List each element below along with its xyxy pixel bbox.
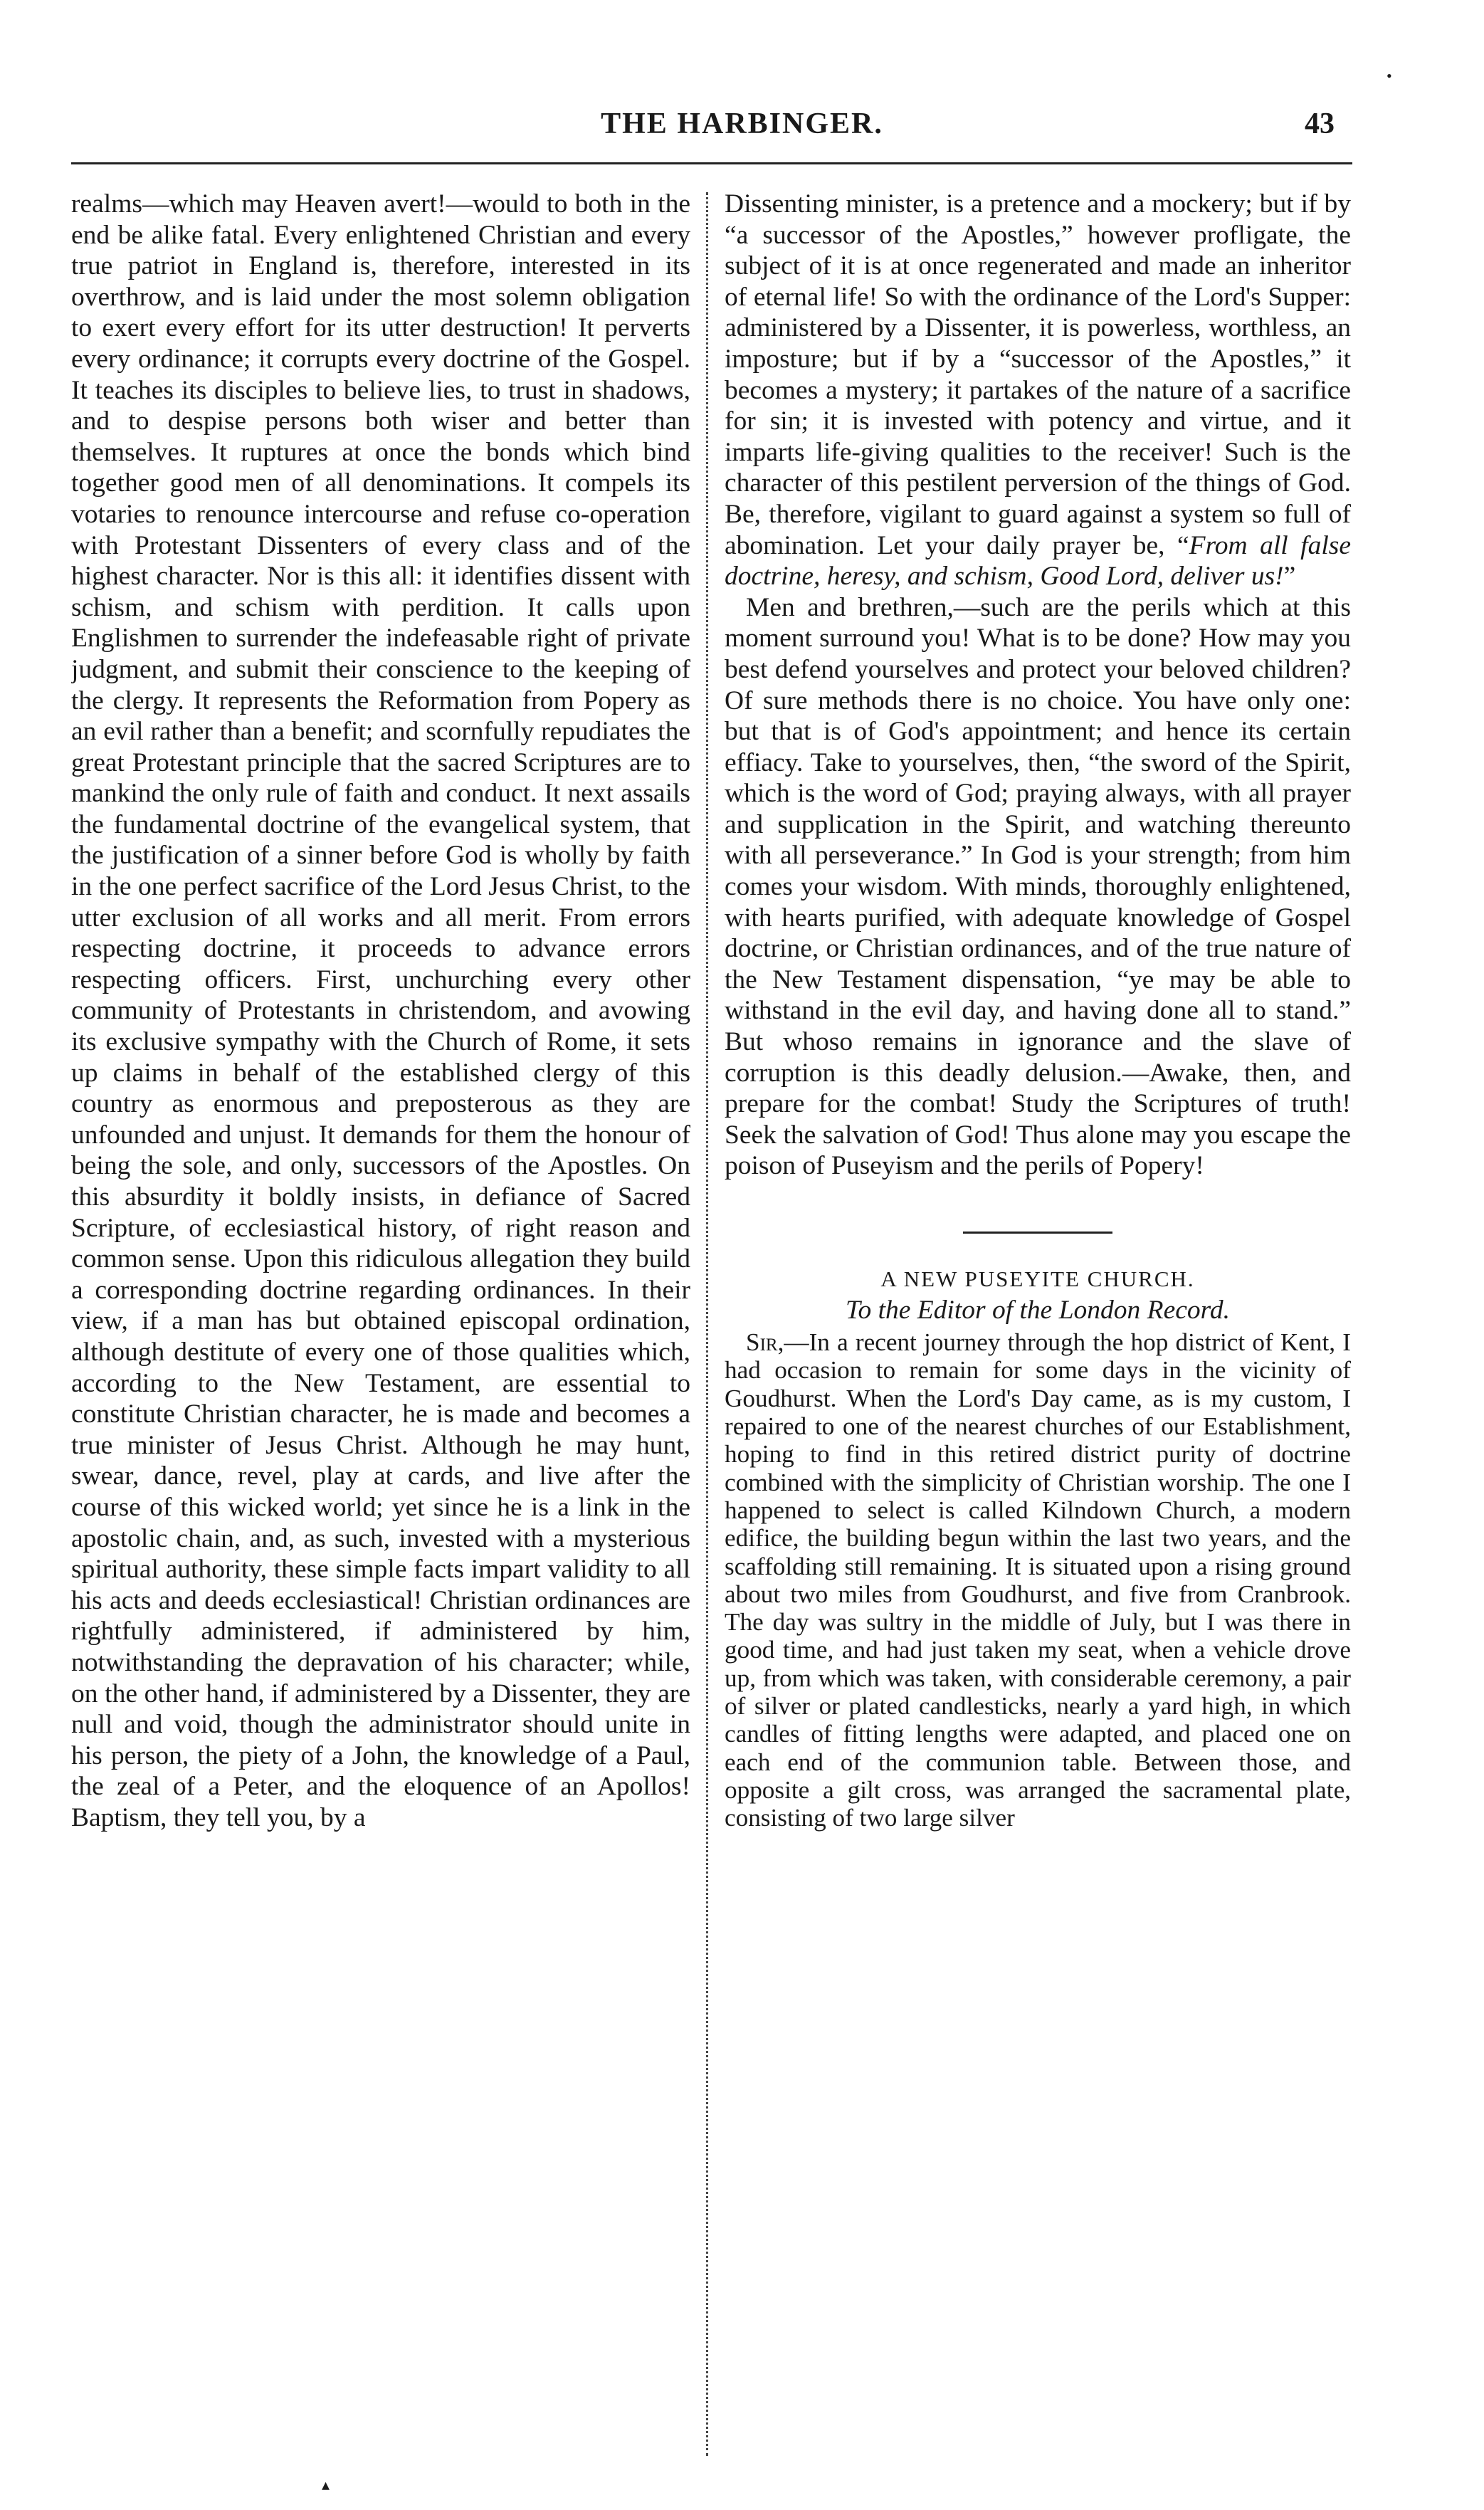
letter-body bbox=[725, 1328, 1351, 1832]
right-column bbox=[725, 189, 1351, 2474]
right-column-paragraph-1 bbox=[725, 189, 1351, 592]
prayer-close-quote: ” bbox=[1283, 562, 1296, 592]
stray-ink-mark: ▴ bbox=[322, 2476, 330, 2494]
page-number: 43 bbox=[1305, 107, 1335, 140]
left-column-paragraph: realms—which may Heaven avert!—would to both in the end be alike fatal. Every enlightened Christian and every true patriot in England is, therefore, interested in its overthrow, and is laid under the most solemn obligation to exert every effort for its utter destruction! It perverts every ordinance; it corrupts every doctrine of the Gospel. It teaches its disciples to believe lies, to trust in shadows, and to despise persons both wiser and better than themselves. It ruptures at once the bonds which bind together good men of all denominations. It compels its votaries to renounce intercourse and refuse co-operation with Protestant Dissenters of every class and of the highest character. Nor is this all: it identifies dissent with schism, and schism with perdition. It calls upon Englishmen to surrender the indefeasable right of private judgment, and submit their conscience to the keeping of the clergy. It represents the Reformation from Popery as an evil rather than a benefit; and scornfully repudiates the great Protestant principle that the sacred Scriptures are to mankind the only rule of faith and conduct. It next assails the fundamental doctrine of the evangelical system, that the justification of a sinner before God is wholly by faith in the one perfect sacrifice of the Lord Jesus Christ, to the utter exclusion of all works and all merit. From errors respecting doctrine, it proceeds to advance errors respecting officers. First, unchurching every other community of Protestants in christendom, and avowing its exclusive sympathy with the Church of Rome, it sets up claims in behalf of the established clergy of this country as enormous and preposterous as they are unfounded and unjust. It demands for them the honour of being the sole, and only, successors of the Apostles. On this absurdity it boldly insists, in defiance of Sacred Scripture, of ecclesiastical history, of right reason and common sense. Upon this ridiculous allegation they build a corresponding doctrine regarding ordinances. In their view, if a man has but obtained episcopal ordination, although destitute of every one of those qualities which, according to the New Testament, are essential to constitute Christian character, he is made and becomes a true minister of Jesus Christ. Although he may hunt, swear, dance, revel, play at cards, and live after the course of this wicked world; yet since he is a link in the apostolic chain, and, as such, invested with a mysterious spiritual authority, these simple facts impart validity to all his acts and deeds ecclesiastical! Christian ordinances are rightfully administered, if administered by him, notwithstanding the depravation of his character; while, on the other hand, if administered by a Dissenter, they are null and void, though the administrator should unite in his person, the piety of a John, the knowledge of a Paul, the zeal of a Peter, and the eloquence of an Apollos! Baptism, they tell you, by a bbox=[71, 189, 690, 1832]
letter-text: —In a recent journey through the hop district of Kent, I had occasion to remain for some days in the vicinity of Goudhurst. When the Lord's Day came, as is my custom, I repaired to one of the nearest churches of our Establishment, hoping to find in this retired district purity of doctrine combined with the simplicity of Christian worship. The one I happened to select is called Kilndown Church, a modern edifice, the building begun within the last two years, and the scaffolding still remaining. It is situated upon a rising ground about two miles from Goudhurst, and five from Cranbrook. The day was sultry in the middle of July, but I was there in good time, and had just taken my seat, when a vehicle drove up, from which was taken, with considerable ceremony, a pair of silver or plated candlesticks, nearly a yard high, in which candles of fitting lengths were adapted, and placed one on each end of the communion table. Between those, and opposite a gilt cross, was arranged the sacramental plate, consisting of two large silver bbox=[725, 1328, 1351, 1832]
running-title: THE HARBINGER. bbox=[601, 107, 883, 140]
stray-ink-mark: • bbox=[1386, 67, 1392, 85]
section-divider bbox=[963, 1232, 1112, 1234]
article-subtitle: To the Editor of the London Record. bbox=[846, 1295, 1230, 1325]
page-header bbox=[0, 107, 1484, 157]
header-rule bbox=[71, 162, 1352, 164]
paragraph-1-text: Dissenting minister, is a pretence and a mockery; but if by “a successor of the Apostles,” however profligate, the subject of it is at once regenerated and made an inheritor of eternal life! So with the ordinance of the Lord's Supper: administered by a Dissenter, it is powerless, worthless, an imposture; but if by a “successor of the Apostles,” it becomes a mystery; it partakes of the nature of a sacrifice for sin; it is invested with potency and virtue, and it imparts life-giving qualities to the receiver! Such is the character of this pestilent perversion of the things of God. Be, therefore, vigilant to guard against a system so full of abomination. Let your daily prayer be, “ bbox=[725, 189, 1351, 560]
letter-salutation: Sir, bbox=[746, 1328, 784, 1357]
prayer-quote: From all false doctrine, heresy, and schism, Good Lord, deliver us! bbox=[725, 530, 1351, 592]
right-column-paragraph-2: Men and brethren,—such are the perils which at this moment surround you! What is to be done? How may you best defend yourselves and protect your beloved children? Of sure methods there is no choice. You have only one: but that is of God's appointment; and hence its certain effiacy. Take to yourselves, then, “the sword of the Spirit, which is the word of God; praying always, with all prayer and supplication in the Spirit, and watching thereunto with all perseverance.” In God is your strength; from him comes your wisdom. With minds, thoroughly enlightened, with hearts purified, with adequate knowledge of Gospel doctrine, or Christian ordinances, and of the true nature of the New Testament dispensation, “ye may be able to withstand in the evil day, and having done all to stand.” But whoso remains in ignorance and the slave of corruption is this deadly delusion.—Awake, then, and prepare for the combat! Study the Scriptures of truth! Seek the salvation of God! Thus alone may you escape the poison of Puseyism and the perils of Popery! bbox=[725, 592, 1351, 1181]
left-column bbox=[71, 189, 690, 2474]
column-divider bbox=[706, 192, 708, 2456]
article-title: A NEW PUSEYITE CHURCH. bbox=[880, 1266, 1195, 1291]
